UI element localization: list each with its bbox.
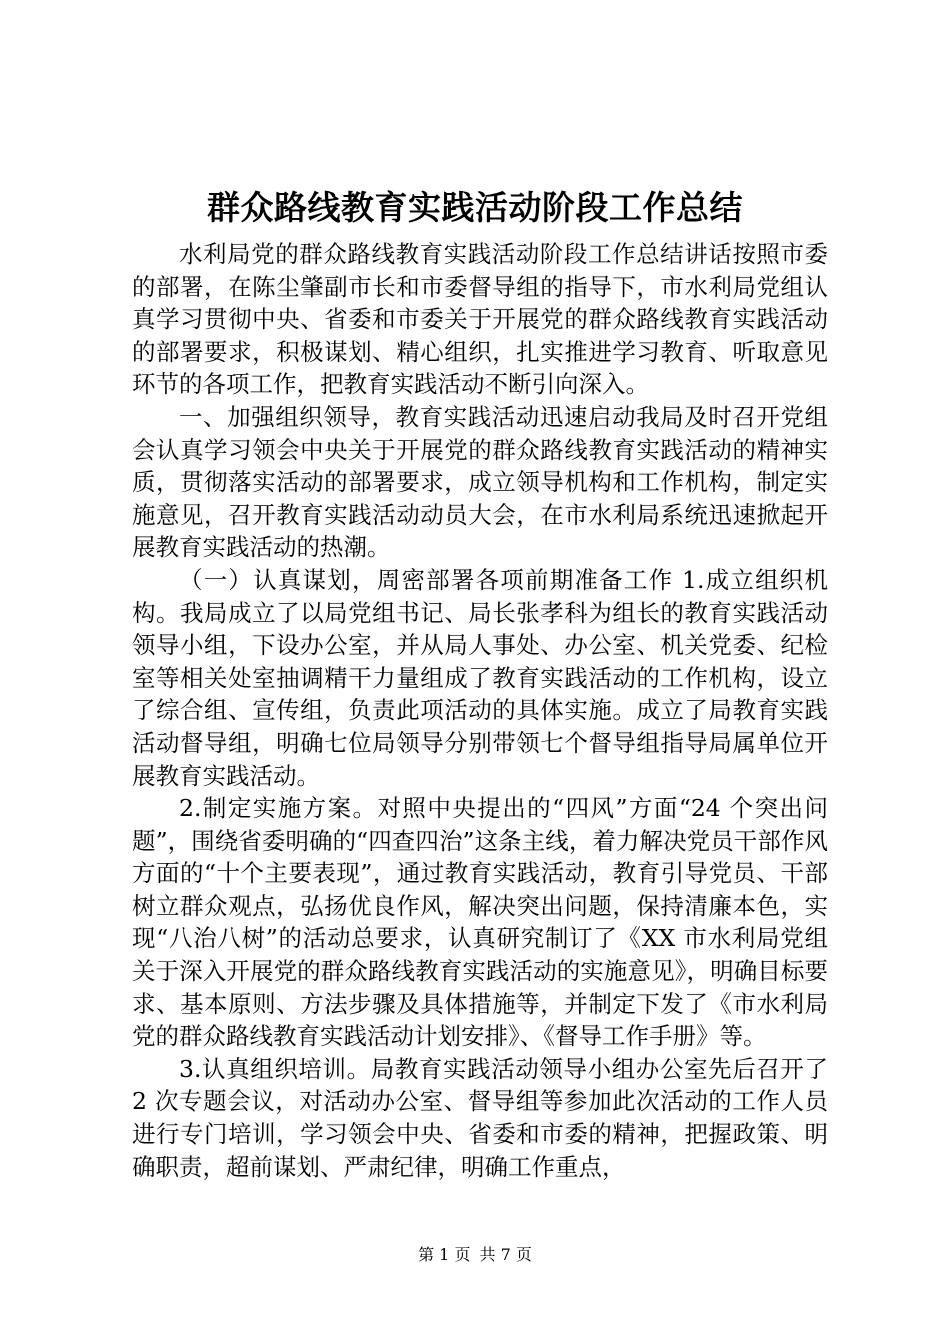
paragraph-section-1: 一、加强组织领导，教育实践活动迅速启动我局及时召开党组会认真学习领会中央关于开展党的群众路线教育实践活动的精神实质，贯彻落实活动的部署要求，成立领导机构和工作机构，制定实施意见，召开教育实践活动动员大会，在市水利局系统迅速掀起开展教育实践活动的热潮。 <box>132 402 828 562</box>
paragraph-intro: 水利局党的群众路线教育实践活动阶段工作总结讲话按照市委的部署，在陈尘肇副市长和市委督导组的指导下，市水利局党组认真学习贯彻中央、省委和市委关于开展党的群众路线教育实践活动的部署要求，积极谋划、精心组织，扎实推进学习教育、听取意见环节的各项工作，把教育实践活动不断引向深入。 <box>132 240 828 399</box>
page-number: 第 1 页 <box>418 1245 471 1264</box>
page-footer <box>0 1244 950 1266</box>
paragraph-subsection-1: （一）认真谋划，周密部署各项前期准备工作 1.成立组织机构。我局成立了以局党组书记、局长张孝科为组长的教育实践活动领导小组，下设办公室，并从局人事处、办公室、机关党委、纪检室等相关处室抽调精干力量组成了教育实践活动的工作机构，设立了综合组、宣传组，负责此项活动的具体实施。成立了局教育实践活动督导组，明确七位局领导分别带领七个督导组指导局属单位开展教育实践活动。 <box>132 565 828 790</box>
document-body <box>132 238 828 1183</box>
page-total: 共 7 页 <box>479 1245 532 1264</box>
paragraph-item-3: 3.认真组织培训。局教育实践活动领导小组办公室先后召开了 2 次专题会议，对活动办公室、督导组等参加此次活动的工作人员进行专门培训，学习领会中央、省委和市委的精神，把握政策、明确职责，超前谋划、严肃纪律，明确工作重点， <box>132 1054 828 1181</box>
document-title: 群众路线教育实践活动阶段工作总结 <box>207 188 743 227</box>
paragraph-item-2: 2.制定实施方案。对照中央提出的“四风”方面“24 个突出问题”，围绕省委明确的“四查四治”这条主线，着力解决党员干部作风方面的“十个主要表现”，通过教育实践活动，教育引导党员、干部树立群众观点，弘扬优良作风，解决突出问题，保持清廉本色，实现“八治八树”的活动总要求，认真研究制订了《XX 市水利局党组关于深入开展党的群众路线教育实践活动的实施意见》，明确目标要求、基本原则、方法步骤及具体措施等，并制定下发了《市水利局党的群众路线教育实践活动计划安排》、《督导工作手册》等。 <box>132 794 828 1051</box>
